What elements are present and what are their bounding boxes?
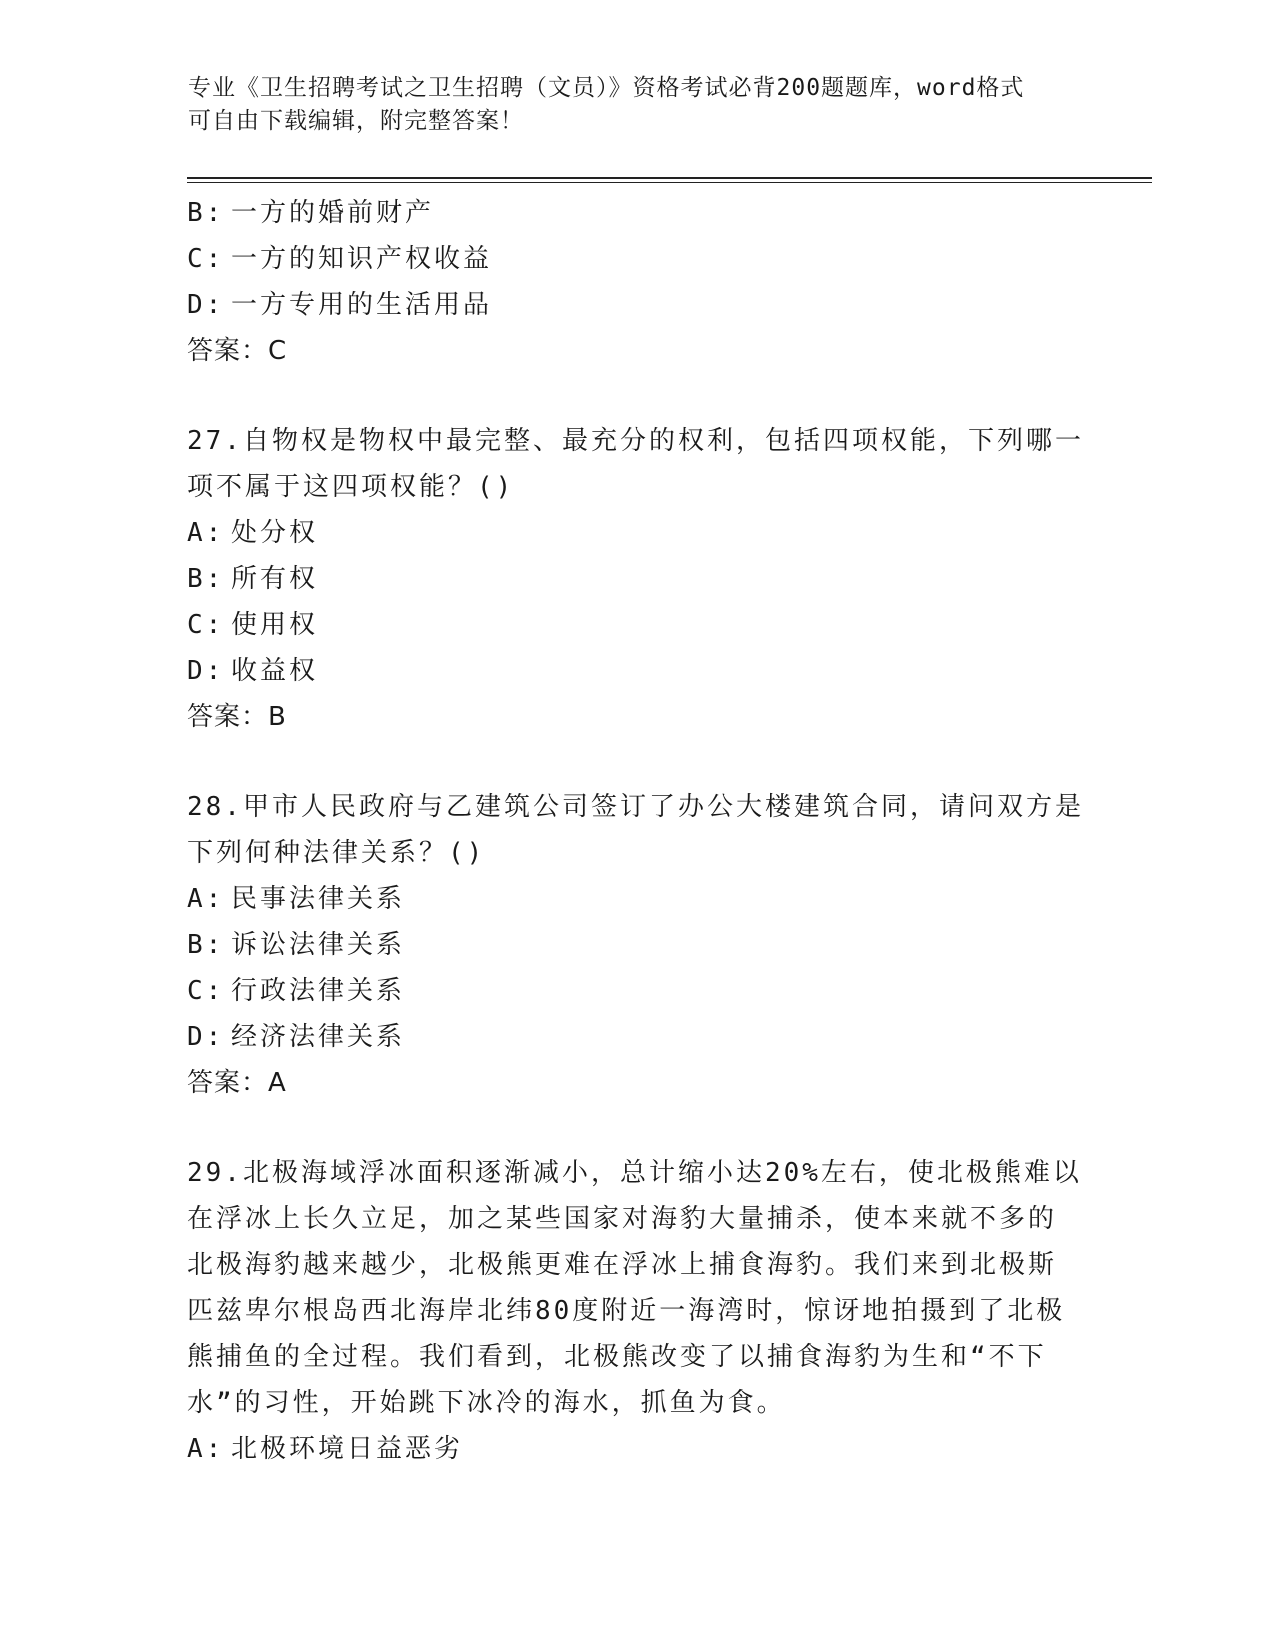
option-text: 使用权 [231,610,319,640]
answer-line: 答案：B [187,702,287,732]
option-text: 所有权 [231,564,319,594]
option-text: 处分权 [231,518,319,548]
option-key: A: [187,518,225,548]
answer-line: 答案：C [187,336,288,366]
option-key: D: [187,290,225,320]
option-text: 一方专用的生活用品 [231,290,493,320]
question-28 [187,784,1087,1106]
question-content [187,190,1087,1472]
header-line-1: 专业《卫生招聘考试之卫生招聘（文员）》资格考试必背200题题库，word格式 [188,75,1025,101]
question-stem-line: 匹兹卑尔根岛西北海岸北纬80度附近一海湾时，惊讶地拍摄到了北极 [187,1296,1066,1326]
question-stem-line: 北极海豹越来越少，北极熊更难在浮冰上捕食海豹。我们来到北极斯 [187,1250,1058,1280]
option-text: 收益权 [231,656,319,686]
option-text: 北极环境日益恶劣 [231,1434,464,1464]
option-key: B: [187,564,225,594]
option-c [187,236,1087,282]
question-stem-line: 下列何种法律关系？() [187,838,486,868]
option-key: C: [187,976,225,1006]
option-a [187,510,1087,556]
option-text: 行政法律关系 [231,976,406,1006]
spacer [187,1106,1087,1150]
option-d [187,1014,1087,1060]
option-b [187,922,1087,968]
question-27 [187,418,1087,740]
option-a [187,876,1087,922]
question-stem-line: 在浮冰上长久立足，加之某些国家对海豹大量捕杀，使本来就不多的 [187,1204,1058,1234]
option-key: D: [187,1022,225,1052]
document-header [188,72,1068,138]
header-line-2: 可自由下载编辑，附完整答案！ [188,108,524,134]
option-c [187,602,1087,648]
question-stem-line: 项不属于这四项权能？() [187,472,515,502]
option-key: A: [187,884,225,914]
option-b [187,190,1087,236]
option-text: 一方的婚前财产 [231,198,435,228]
option-c [187,968,1087,1014]
answer-line: 答案：A [187,1068,287,1098]
option-key: A: [187,1434,225,1464]
option-text: 民事法律关系 [231,884,406,914]
option-d [187,648,1087,694]
question-stem-line: 熊捕鱼的全过程。我们看到，北极熊改变了以捕食海豹为生和“不下 [187,1342,1047,1372]
question-stem-line: 27.自物权是物权中最完整、最充分的权利，包括四项权能，下列哪一 [187,426,1084,456]
option-text: 诉讼法律关系 [231,930,406,960]
question-26-fragment [187,190,1087,374]
option-key: C: [187,244,225,274]
question-stem-line: 水”的习性，开始跳下冰冷的海水，抓鱼为食。 [187,1388,786,1418]
option-key: B: [187,198,225,228]
option-d [187,282,1087,328]
option-text: 一方的知识产权收益 [231,244,493,274]
header-divider-thick [187,177,1152,179]
option-b [187,556,1087,602]
option-text: 经济法律关系 [231,1022,406,1052]
question-stem-line: 28.甲市人民政府与乙建筑公司签订了办公大楼建筑合同，请问双方是 [187,792,1084,822]
spacer [187,374,1087,418]
option-key: D: [187,656,225,686]
question-29 [187,1150,1087,1472]
option-a [187,1426,1087,1472]
spacer [187,740,1087,784]
option-key: C: [187,610,225,640]
option-key: B: [187,930,225,960]
header-divider-thin [187,182,1152,183]
question-stem-line: 29.北极海域浮冰面积逐渐减小，总计缩小达20%左右，使北极熊难以 [187,1158,1082,1188]
